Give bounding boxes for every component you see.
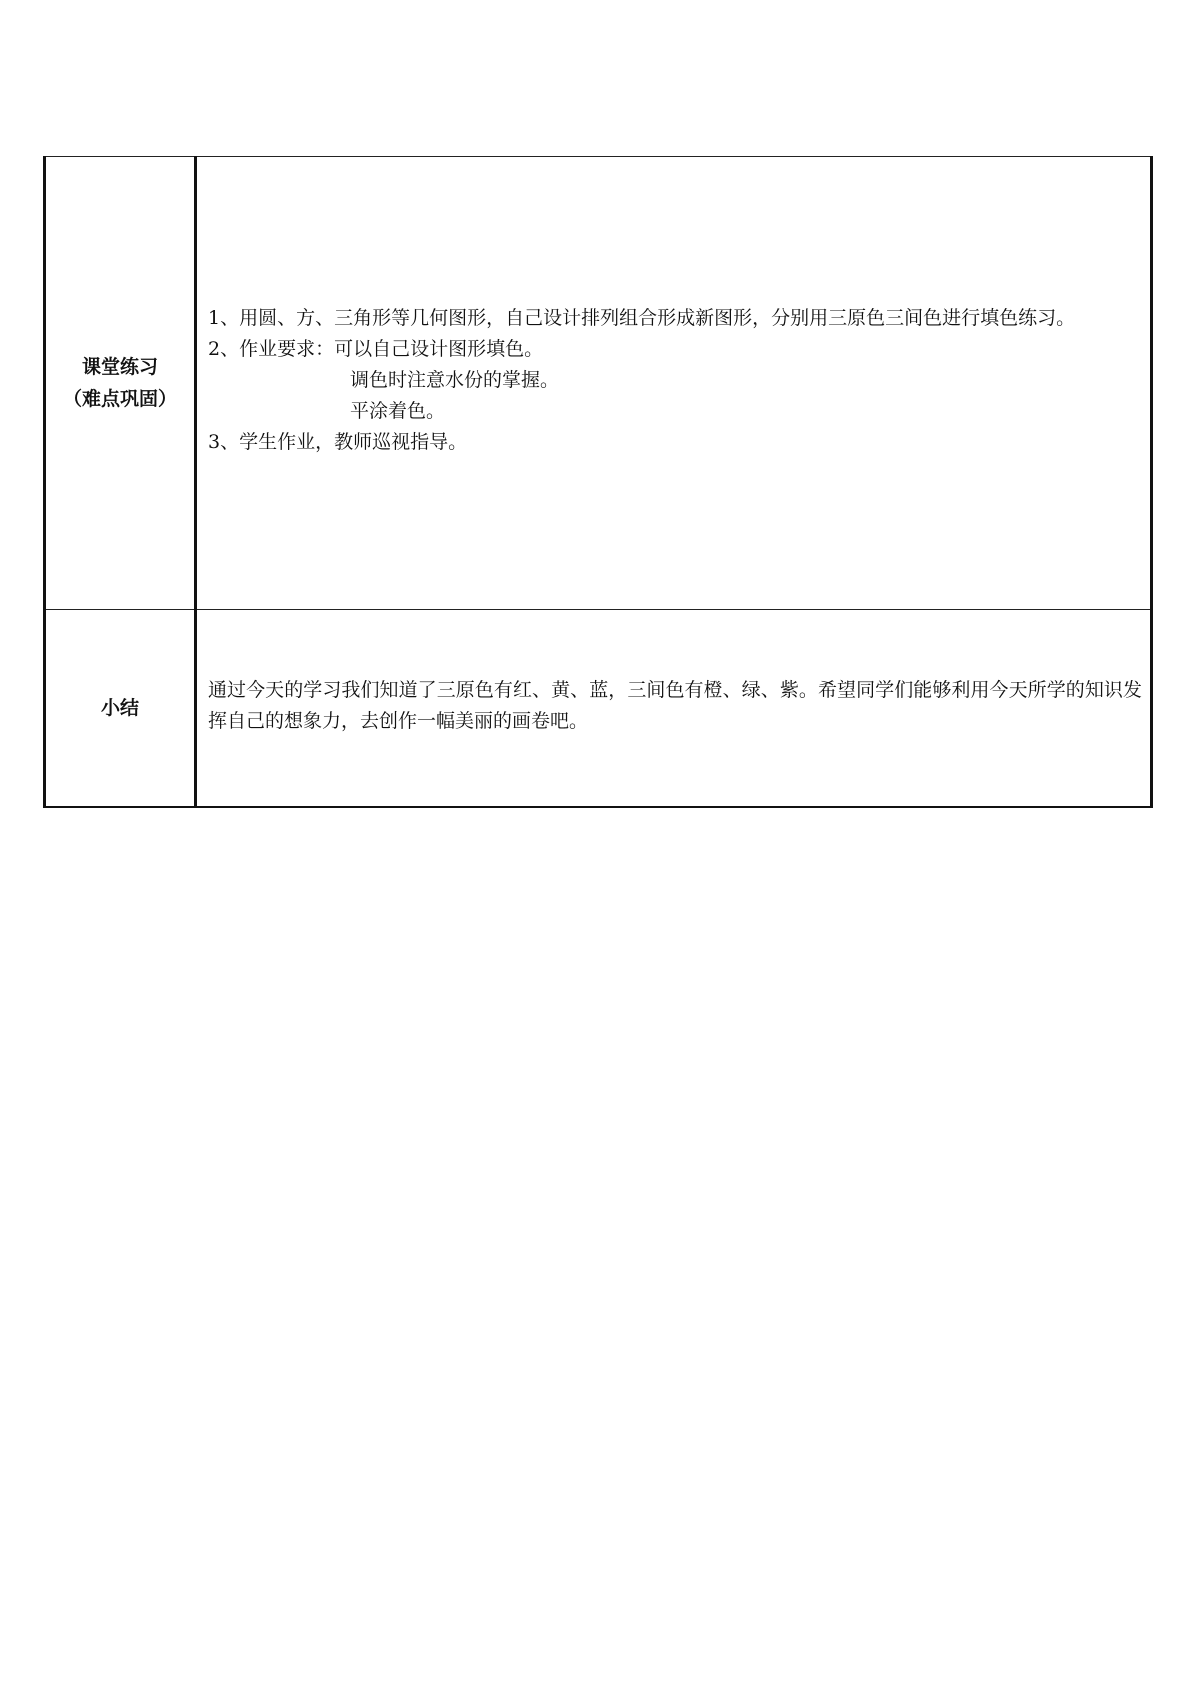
practice-label-cell [45, 157, 196, 610]
practice-item-2: 2、作业要求：可以自己设计图形填色。 [208, 338, 544, 360]
practice-item-2-sub-2: 平涂着色。 [350, 400, 446, 422]
practice-item-1: 1、用圆、方、三角形等几何图形，自己设计排列组合形成新图形，分别用三原色三间色进行填色练习。 [208, 307, 1076, 329]
practice-label-line1: 课堂练习 [81, 356, 158, 378]
summary-content-cell [196, 610, 1152, 808]
practice-item-3: 3、学生作业，教师巡视指导。 [208, 431, 468, 453]
practice-item-2-sub-1: 调色时注意水份的掌握。 [350, 369, 560, 391]
practice-content-cell [196, 157, 1152, 610]
lesson-plan-table [43, 156, 1153, 808]
summary-text: 通过今天的学习我们知道了三原色有红、黄、蓝，三间色有橙、绿、紫。希望同学们能够利用今天所学的知识发挥自己的想象力，去创作一幅美丽的画卷吧。 [208, 679, 1142, 732]
summary-row [45, 610, 1152, 808]
practice-row [45, 157, 1152, 610]
practice-label-line2: （难点巩固） [62, 388, 177, 410]
summary-label-cell [45, 610, 196, 808]
summary-content [208, 675, 1142, 737]
practice-content [208, 303, 1142, 458]
summary-label: 小结 [100, 697, 139, 719]
